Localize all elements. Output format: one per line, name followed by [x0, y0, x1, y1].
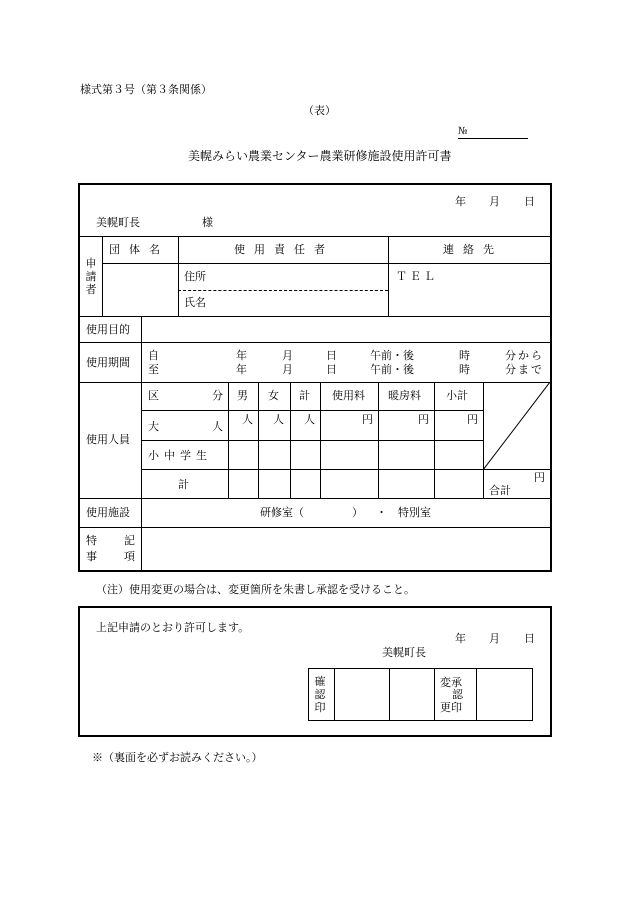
diagonal-slash	[483, 382, 550, 470]
row-adult: 人	[212, 420, 223, 433]
page-title: 美幌みらい農業センター農業研修施設使用許可書	[188, 149, 452, 163]
permit-date-month: 月	[489, 632, 500, 645]
number-label: №	[458, 126, 468, 137]
permit-date-day: 日	[524, 632, 535, 645]
line-v-users-5	[378, 382, 379, 498]
line-v-users-3	[290, 382, 291, 498]
row-total: 計	[178, 478, 189, 491]
facility-training-room: 研修室（	[260, 506, 304, 519]
period-from: 自	[148, 349, 159, 362]
facility-dot: ・	[376, 506, 387, 519]
line-v-users-2	[258, 382, 259, 498]
unit-person-female: 人	[273, 413, 284, 426]
period-to: 至	[148, 363, 159, 376]
applicant-label: 申 請 者	[85, 257, 97, 296]
users-header-subtotal: 小計	[446, 389, 468, 402]
usage-note: （注）使用変更の場合は、変更箇所を朱書し承認を受けること。	[96, 583, 415, 596]
app-date-month: 月	[489, 195, 500, 208]
period-to-year: 年	[236, 363, 247, 376]
line-h1	[80, 236, 550, 237]
users-header-female: 女	[268, 389, 279, 402]
side-mark: （表）	[303, 104, 336, 117]
line-v-users-4	[320, 382, 321, 498]
group-name-label: 団体名	[109, 243, 169, 256]
line-h10	[80, 527, 550, 528]
period-from-day: 日	[326, 349, 337, 362]
seal-table	[308, 668, 533, 721]
line-h3	[80, 316, 550, 317]
users-header-category-1: 区	[148, 389, 159, 402]
remarks-label-2: 記	[124, 534, 135, 547]
change-seal-label-1: 変承	[440, 676, 462, 689]
period-from-minute: 分から	[505, 349, 544, 362]
permit-statement: 上記申請のとおり許可します。	[96, 621, 250, 634]
application-form	[78, 183, 552, 572]
addressee: 美幌町長	[96, 216, 140, 229]
address-label: 住所	[184, 270, 206, 283]
period-from-ampm: 午前・後	[370, 349, 414, 362]
footer-note: ※（裏面を必ずお読みください。）	[92, 751, 263, 764]
line-dashed	[178, 290, 388, 291]
confirm-seal-label: 確 認 印	[314, 675, 326, 714]
row-adult-1: 大	[148, 420, 159, 433]
users-header-category: 分	[212, 389, 223, 402]
period-to-hour: 時	[459, 363, 470, 376]
line-v-seal-4	[476, 668, 477, 721]
period-to-ampm: 午前・後	[370, 363, 414, 376]
period-to-month: 月	[282, 363, 293, 376]
form-id: 様式第３号（第３条関係）	[80, 83, 212, 96]
unit-yen-heating: 円	[418, 413, 429, 426]
app-date-year: 年	[455, 195, 466, 208]
period-from-hour: 時	[459, 349, 470, 362]
grand-total-unit: 円	[534, 471, 545, 484]
period-from-month: 月	[282, 349, 293, 362]
grand-total-label: 合計	[489, 484, 511, 497]
users-label: 使用人員	[86, 433, 130, 446]
facility-special-room: 特別室	[398, 506, 431, 519]
line-v-seal-2	[389, 668, 390, 721]
number-underline	[458, 138, 528, 139]
period-to-day: 日	[326, 363, 337, 376]
responsible-label: 使用責任者	[234, 243, 334, 256]
unit-yen-fee: 円	[362, 413, 373, 426]
change-seal-label-2: 認	[452, 688, 463, 701]
line-v-contact	[388, 236, 389, 316]
users-header-total: 計	[299, 389, 310, 402]
unit-person-total: 人	[304, 413, 315, 426]
line-v-label-col	[141, 316, 142, 570]
remarks-label-4: 項	[124, 550, 135, 563]
line-v-seal-3	[434, 668, 435, 721]
purpose-label: 使用目的	[86, 323, 130, 336]
permit-authority: 美幌町長	[382, 646, 426, 659]
line-v-group	[178, 236, 179, 316]
line-v-applicant	[102, 236, 103, 316]
tel-label: ＴＥＬ	[396, 270, 438, 283]
unit-yen-subtotal: 円	[467, 413, 478, 426]
period-to-minute: 分まで	[505, 363, 544, 376]
app-date-day: 日	[524, 195, 535, 208]
remarks-label-1: 特	[86, 534, 97, 547]
line-h9	[80, 498, 550, 499]
unit-person-male: 人	[242, 413, 253, 426]
line-h4	[80, 342, 550, 343]
line-h5	[80, 382, 550, 383]
line-v-users-6	[434, 382, 435, 498]
users-header-fee: 使用料	[332, 389, 365, 402]
users-header-heating: 暖房料	[388, 389, 421, 402]
users-header-male: 男	[237, 389, 248, 402]
change-seal-label-3: 更印	[440, 701, 462, 714]
honorific: 様	[202, 216, 213, 229]
remarks-label-3: 事	[86, 550, 97, 563]
facility-label: 使用施設	[86, 506, 130, 519]
line-h2	[102, 263, 550, 264]
contact-label: 連絡先	[443, 243, 503, 256]
period-from-year: 年	[236, 349, 247, 362]
line-v-users-1	[228, 382, 229, 498]
row-child: 小中学生	[148, 449, 212, 462]
facility-paren-close: ）	[352, 506, 363, 519]
name-label: 氏名	[184, 296, 206, 309]
line-v-seal-1	[334, 668, 335, 721]
line-h6	[141, 410, 483, 411]
period-label: 使用期間	[86, 356, 130, 369]
permit-date-year: 年	[455, 632, 466, 645]
line-h7	[141, 440, 483, 441]
